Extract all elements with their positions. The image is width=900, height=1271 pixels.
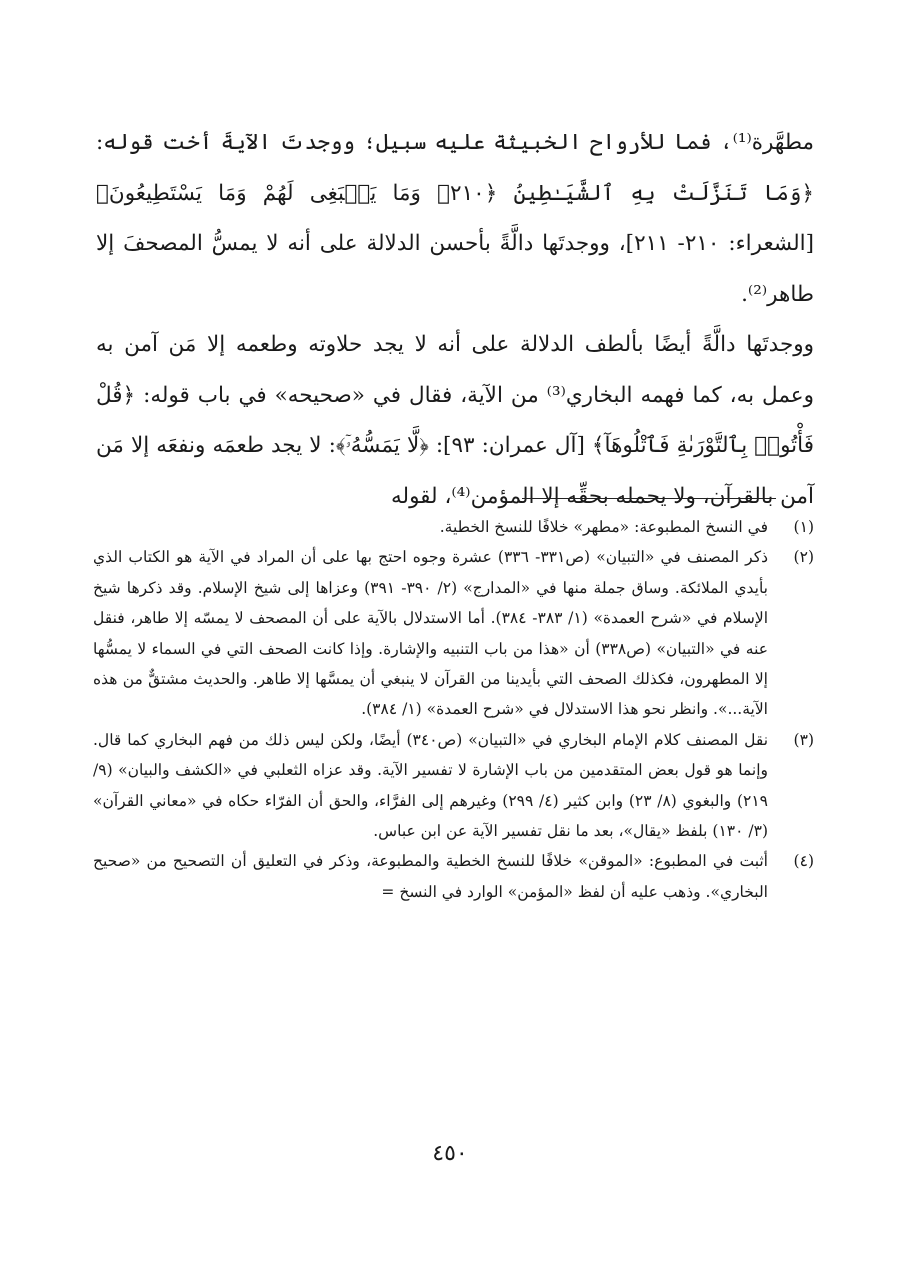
footnote-number: (١)	[793, 518, 814, 536]
footnote-1	[93, 512, 814, 542]
footnote-text: نقل المصنف كلام الإمام البخاري في «التبيان» (ص٣٤٠) أيضًا، ولكن ليس ذلك من فهم البخاري كما قال. وإنما هو قول بعض المتقدمين من باب الإشارة لا تفسير الآية. وقد عزاه الثعلبي في «الكشف والبيان» (٩/ ٢١٩) والبغوي (٨/ ٢٣) وابن كثير (٤/ ٢٩٩) وغيرهم إلى الفرَّاء، والحق أن الفرّاء حكاه في «معاني القرآن» (٣/ ١٣٠) بلفظ «يقال»، بعد ما نقل تفسير الآية عن ابن عباس.	[93, 730, 769, 841]
main-paragraph-1: مطهَّرة⁽¹⁾، فما للأرواح الخبيثة عليه سبيل؛ ووجدتَ الآيةَ أخت قوله: ﴿وَمَا تَنَزَّلَتْ بِهِ ٱلشَّيَـٰطِينُ ﴿٢١٠﴾ وَمَا يَنۢبَغِى لَهُمْ وَمَا يَسْتَطِيعُونَ﴾ [الشعراء: ٢١٠- ٢١١]، ووجدتَها دالَّةً بأحسن الدلالة على أنه لا يمسُّ المصحفَ إلا طاهر⁽²⁾.	[96, 130, 814, 307]
footnote-number: (٣)	[793, 730, 814, 749]
footnote-2	[93, 542, 814, 724]
footnotes	[93, 512, 814, 907]
page-number: ٤٥٠	[432, 1141, 468, 1166]
footnote-4	[93, 846, 814, 907]
footnote-text: في النسخ المطبوعة: «مطهر» خلافًا للنسخ الخطية.	[439, 518, 768, 536]
footnote-text: ذكر المصنف في «التبيان» (ص٣٣١- ٣٣٦) عشرة وجوه احتج بها على أن المراد في الآية هو الكتاب الذي بأيدي الملائكة. وساق جملة منها في «المدارج» (٢/ ٣٩٠- ٣٩١) وعزاها إلى شيخ الإسلام. وقد ذكرها شيخ الإسلام في «شرح العمدة» (١/ ٣٨٣- ٣٨٤). أما الاستدلال بالآية على أن المصحف لا يمسّه إلا طاهر، فنقل عنه في «التبيان» (ص٣٣٨) أن «هذا من باب التنبيه والإشارة. وإذا كانت الصحف التي في السماء لا يمسُّها إلا المطهرون، فكذلك الصحف التي بأيدينا من القرآن لا ينبغي أن يمسَّها إلا طاهر. والحديث مشتقٌّ من هذه الآية...». وانظر نحو هذا الاستدلال في «شرح العمدة» (١/ ٣٨٤).	[93, 548, 769, 719]
main-text	[96, 118, 814, 522]
main-paragraph-2: ووجدتَها دالَّةً أيضًا بألطف الدلالة على أنه لا يجد حلاوته وطعمه إلا مَن آمن به وعمل به، كما فهمه البخاري⁽³⁾ من الآية، فقال في «صحيحه» في باب قوله: ﴿قُلْ فَأْتُوا۟ بِٱلتَّوْرَىٰةِ فَٱتْلُوهَآ﴾ [آل عمران: ٩٣]: ﴿لَّا يَمَسُّهُۥٓ﴾: لا يجد طعمَه ونفعَه إلا مَن آمن بالقرآن، ولا يحمله بحقِّه إلا المؤمن⁽⁴⁾، لقوله	[96, 332, 814, 509]
footnote-text: أثبت في المطبوع: «الموقن» خلافًا للنسخ الخطية والمطبوعة، وذكر في التعليق أن التصحيح من «صحيح البخاري». وذهب عليه أن لفظ «المؤمن» الوارد في النسخ =	[93, 852, 768, 901]
footnote-number: (٢)	[793, 548, 814, 567]
footnote-3	[93, 725, 814, 847]
footnote-separator	[522, 498, 776, 499]
footnote-number: (٤)	[793, 852, 814, 871]
